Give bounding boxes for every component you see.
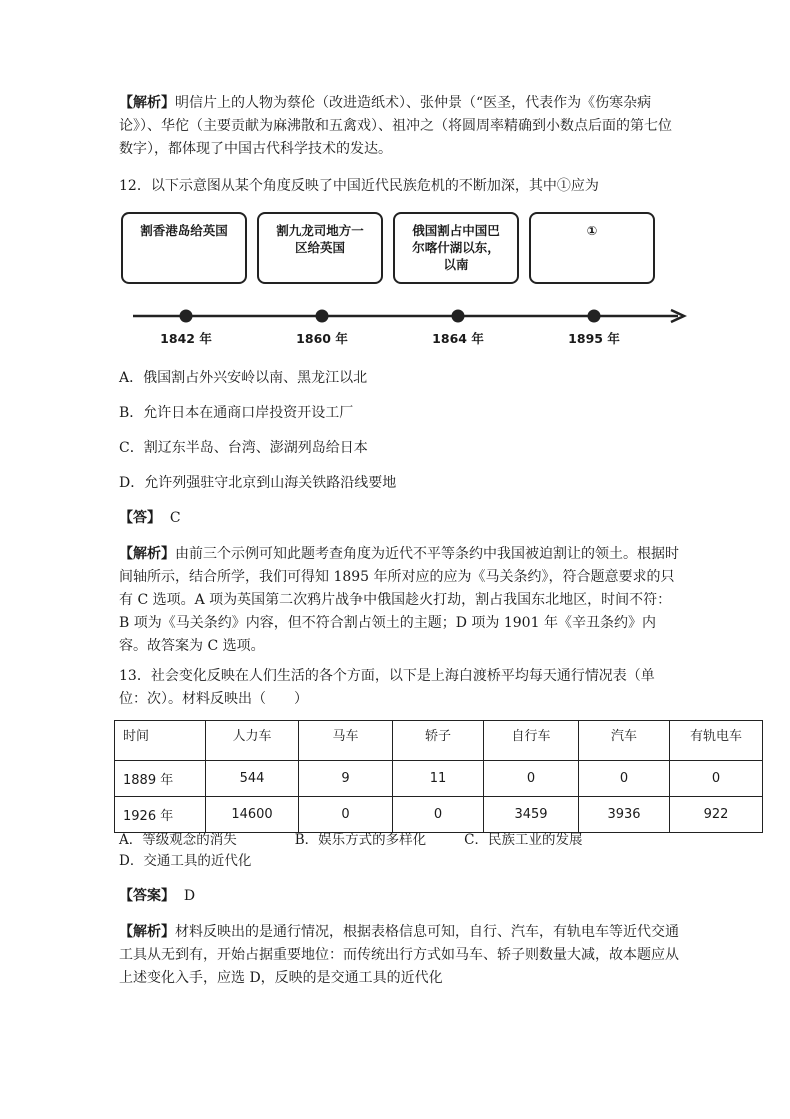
timeline-year-1: 1842 年	[160, 331, 212, 346]
traffic-table	[114, 720, 763, 833]
table-cell: 0	[670, 761, 763, 797]
analysis-tag: 【解析】	[119, 95, 175, 111]
analysis-text: 由前三个示例可知此题考查角度为近代不平等条约中我国被迫割让的领土。根据时间轴所示，结合所学，我们可得知 1895 年所对应的应为《马关条约》，符合题意要求的只有 C 选项。A 项为英国第二次鸦片战争中俄国趁火打劫，割占我国东北地区，时间不符：B 项为《马关条约》内容，但不符合割占领土的主题；D 项为 1901 年《辛丑条约》内容。故答案为 C 选项。	[119, 546, 679, 654]
timeline-box-4: ①	[529, 212, 655, 284]
table-header-cell: 时间	[115, 721, 206, 761]
timeline-box-1: 割香港岛给英国	[121, 212, 247, 284]
timeline-box-2: 割九龙司地方一区给英国	[257, 212, 383, 284]
table-cell: 3936	[579, 797, 670, 833]
answer-tag: 【答案】	[119, 888, 175, 904]
analysis-tag: 【解析】	[119, 546, 175, 562]
q13-option-d: D．交通工具的近代化	[119, 853, 252, 869]
timeline-dot-1864	[452, 310, 465, 323]
q13-answer	[119, 886, 195, 906]
table-cell: 0	[579, 761, 670, 797]
q12-option-c: C．割辽东半岛、台湾、澎湖列岛给日本	[119, 440, 368, 456]
table-cell: 0	[393, 797, 484, 833]
question-13-stem: 13．社会变化反映在人们生活的各个方面，以下是上海白渡桥平均每天通行情况表（单位：次）。材料反映出（ ）	[119, 668, 655, 707]
q13-option-c: C．民族工业的发展	[464, 832, 583, 848]
table-cell: 11	[393, 761, 484, 797]
timeline-year-4: 1895 年	[568, 331, 620, 346]
analysis-q13	[119, 921, 679, 990]
timeline-axis	[0, 0, 790, 360]
table-cell: 1926 年	[115, 797, 206, 833]
analysis-text: 明信片上的人物为蔡伦（改进造纸术）、张仲景（“医圣，代表作为《伤寒杂病论》）、华佗（主要贡献为麻沸散和五禽戏）、祖冲之（将圆周率精确到小数点后面的第七位数字），都体现了中国古代科学技术的发达。	[119, 95, 672, 157]
q12-option-d: D．允许列强驻守北京到山海关铁路沿线要地	[119, 475, 397, 491]
q12-option-b: B．允许日本在通商口岸投资开设工厂	[119, 405, 354, 421]
timeline-year-2: 1860 年	[296, 331, 348, 346]
answer-value: D	[183, 888, 196, 904]
table-cell: 14600	[206, 797, 299, 833]
table-row	[115, 797, 763, 833]
table-header-cell: 人力车	[206, 721, 299, 761]
table-header-cell: 自行车	[484, 721, 579, 761]
table-header-cell: 轿子	[393, 721, 484, 761]
table-header-cell: 有轨电车	[670, 721, 763, 761]
table-cell: 9	[299, 761, 393, 797]
timeline-dot-1895	[588, 310, 601, 323]
q13-options-line-1	[119, 830, 583, 850]
table-cell: 0	[299, 797, 393, 833]
answer-value: C	[169, 510, 181, 526]
question-12-stem: 12．以下示意图从某个角度反映了中国近代民族危机的不断加深，其中①应为	[119, 178, 599, 194]
analysis-tag: 【解析】	[119, 924, 175, 940]
table-cell: 0	[484, 761, 579, 797]
timeline-year-3: 1864 年	[432, 331, 484, 346]
table-cell: 544	[206, 761, 299, 797]
analysis-text: 材料反映出的是通行情况，根据表格信息可知，自行、汽车，有轨电车等近代交通工具从无到有，开始占据重要地位：而传统出行方式如马车、轿子则数量大减，故本题应从上述变化入手，应选 D，反映的是交通工具的近代化	[119, 924, 679, 986]
table-header-cell: 马车	[299, 721, 393, 761]
table-header-cell: 汽车	[579, 721, 670, 761]
q12-answer	[119, 508, 181, 528]
table-cell: 1889 年	[115, 761, 206, 797]
q13-option-a: A．等级观念的消失	[119, 832, 237, 848]
table-cell: 3459	[484, 797, 579, 833]
table-row	[115, 761, 763, 797]
timeline-box-3: 俄国割占中国巴尔喀什湖以东，以南	[393, 212, 519, 284]
table-header-row	[115, 721, 763, 761]
table-cell: 922	[670, 797, 763, 833]
timeline-dot-1860	[316, 310, 329, 323]
answer-tag: 【答】	[119, 510, 161, 526]
q12-option-a: A．俄国割占外兴安岭以南、黑龙江以北	[119, 370, 368, 386]
q13-option-b: B．娱乐方式的多样化	[294, 832, 427, 848]
analysis-q12	[119, 543, 679, 658]
timeline-dot-1842	[180, 310, 193, 323]
